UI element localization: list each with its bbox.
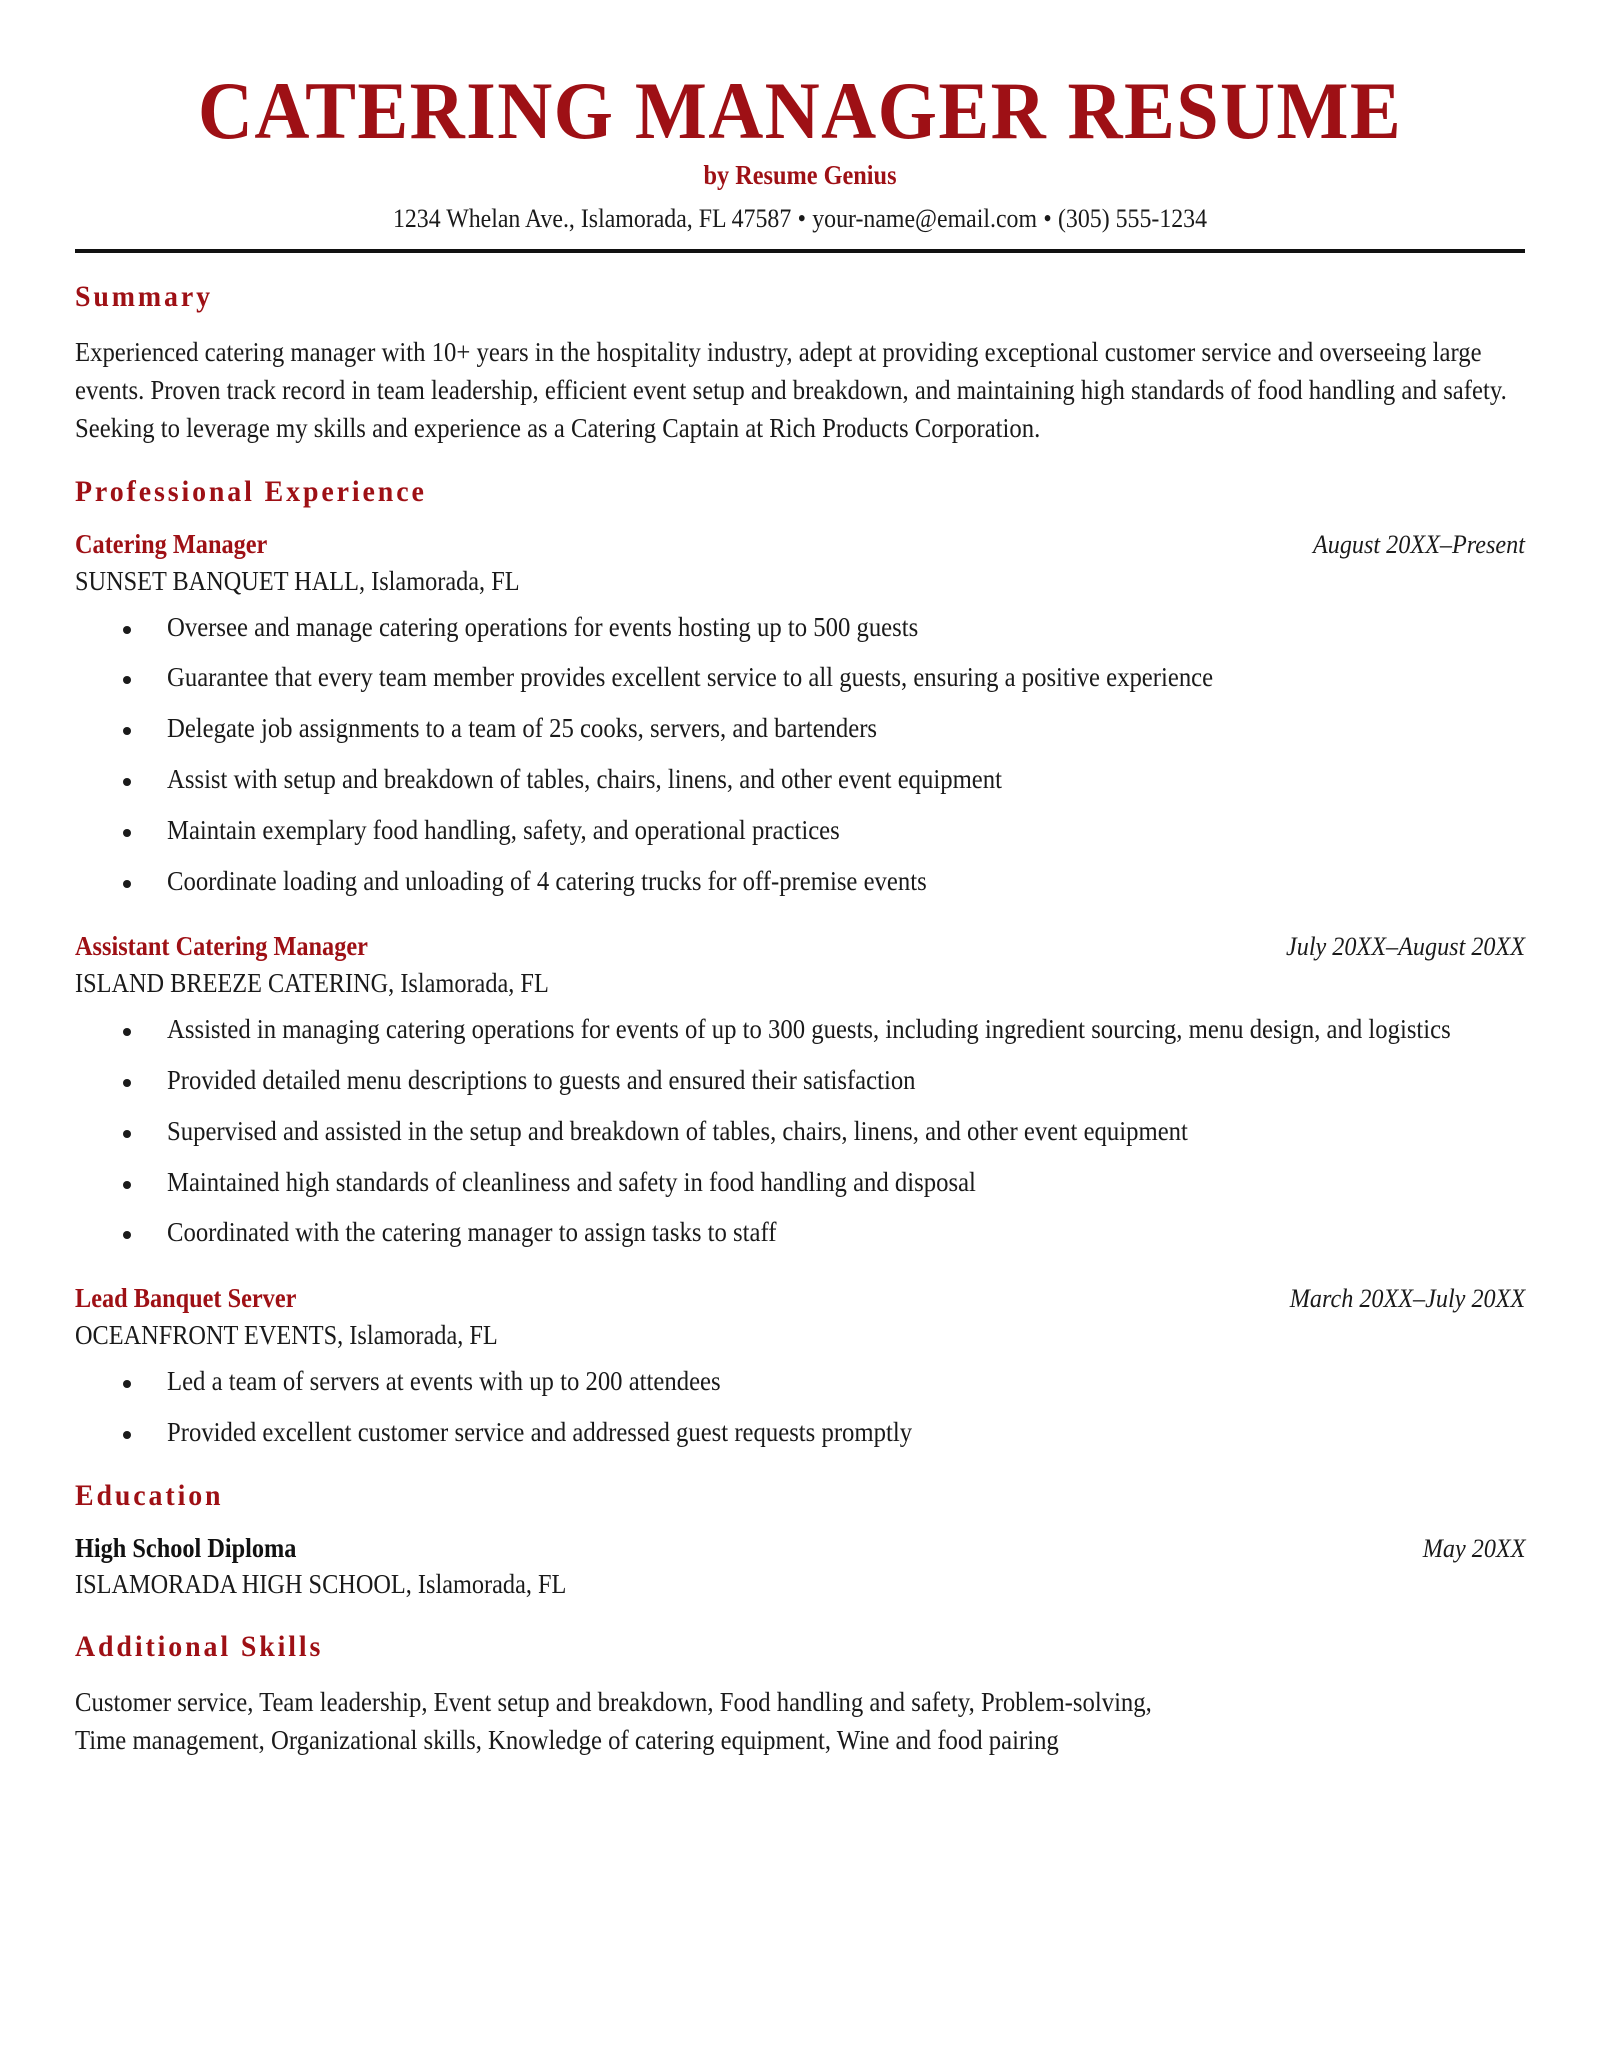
byline: by Resume Genius <box>703 160 897 191</box>
bullet-text: Maintain exemplary food handling, safety, and operational practices <box>167 814 840 845</box>
bullet-text: Coordinated with the catering manager to assign tasks to staff <box>167 1217 777 1248</box>
bullet-text: Assist with setup and breakdown of tables, chairs, linens, and other event equipment <box>167 764 1002 794</box>
bullet-text: Provided excellent customer service and addressed guest requests promptly <box>167 1416 913 1447</box>
job-bullet-list <box>75 1011 1525 1252</box>
skills-line-1: Customer service, Team leadership, Event setup and breakdown, Food handling and safety, Problem-solving, <box>75 1686 1152 1717</box>
summary-body: Experienced catering manager with 10+ years in the hospitality industry, adept at providing exceptional customer service and overseeing large events. Proven track record in team leadership, efficient event setup and breakdown, and maintaining high standards of food handling and safety. Seeking to leverage my skills and experience as a Catering Captain at Rich Products Corporation. <box>75 336 1507 444</box>
job-title: Lead Banquet Server <box>75 1283 297 1314</box>
education-entry <box>75 1532 1525 1603</box>
header-divider <box>75 249 1525 253</box>
job-company: OCEANFRONT EVENTS, Islamorada, FL <box>75 1319 498 1350</box>
degree-date: May 20XX <box>1422 1533 1525 1563</box>
list-item <box>75 1164 1525 1202</box>
list-item <box>75 710 1525 748</box>
job-bullet-list <box>75 1363 1525 1452</box>
job-date: March 20XX–July 20XX <box>1289 1284 1525 1314</box>
list-item <box>75 1062 1525 1100</box>
contact-email[interactable]: your-name@email.com <box>812 202 1038 233</box>
section-heading-experience: Professional Experience <box>75 474 427 508</box>
bullet-text: Assisted in managing catering operations for events of up to 300 guests, including ingredient sourcing, menu design, and logistics <box>167 1014 1451 1045</box>
list-item <box>75 1363 1525 1401</box>
section-summary <box>75 279 1525 448</box>
job-title: Catering Manager <box>75 528 268 559</box>
resume-header <box>75 60 1525 235</box>
section-heading-summary: Summary <box>75 279 213 313</box>
school-name: ISLAMORADA HIGH SCHOOL, Islamorada, FL <box>75 1569 567 1600</box>
experience-entry <box>75 528 1525 901</box>
experience-entry-header <box>75 1282 1525 1316</box>
list-item <box>75 1414 1525 1452</box>
list-item <box>75 863 1525 901</box>
job-title: Assistant Catering Manager <box>75 931 368 962</box>
skills-line-2: Time management, Organizational skills, Knowledge of catering equipment, Wine and food pairing <box>75 1724 1059 1755</box>
job-date: August 20XX–Present <box>1313 529 1525 559</box>
list-item <box>75 761 1525 799</box>
bullet-text: Supervised and assisted in the setup and breakdown of tables, chairs, linens, and other event equipment <box>167 1115 1188 1146</box>
experience-entry-header <box>75 528 1525 562</box>
section-skills <box>75 1629 1525 1760</box>
bullet-text: Maintained high standards of cleanliness and safety in food handling and disposal <box>167 1166 976 1197</box>
skills-body <box>75 1683 1521 1760</box>
list-item <box>75 659 1525 697</box>
bullet-text: Oversee and manage catering operations for events hosting up to 500 guests <box>167 611 919 642</box>
degree-title: High School Diploma <box>75 1532 297 1563</box>
education-entry-header <box>75 1532 1525 1566</box>
bullet-text: Guarantee that every team member provides excellent service to all guests, ensuring a positive experience <box>167 662 1214 693</box>
section-heading-skills: Additional Skills <box>75 1629 324 1663</box>
contact-phone: (305) 555-1234 <box>1057 202 1208 233</box>
list-item <box>75 1011 1525 1049</box>
job-bullet-list <box>75 609 1525 901</box>
section-experience <box>75 474 1525 1452</box>
experience-entry <box>75 1282 1525 1451</box>
contact-line <box>148 202 1453 235</box>
list-item <box>75 1113 1525 1151</box>
job-date: July 20XX–August 20XX <box>1285 932 1525 962</box>
contact-separator-2: • <box>1043 202 1052 233</box>
contact-address: 1234 Whelan Ave., Islamorada, FL 47587 <box>392 202 792 233</box>
bullet-text: Led a team of servers at events with up to 200 attendees <box>167 1366 721 1397</box>
job-company: SUNSET BANQUET HALL, Islamorada, FL <box>75 565 520 596</box>
page-title: CATERING MANAGER RESUME <box>197 65 1403 156</box>
contact-separator-1: • <box>797 202 806 233</box>
list-item <box>75 609 1525 647</box>
list-item <box>75 1214 1525 1252</box>
experience-entry <box>75 930 1525 1252</box>
section-education <box>75 1478 1525 1603</box>
bullet-text: Delegate job assignments to a team of 25 cooks, servers, and bartenders <box>167 713 878 744</box>
section-heading-education: Education <box>75 1478 224 1512</box>
job-company: ISLAND BREEZE CATERING, Islamorada, FL <box>75 968 549 999</box>
bullet-text: Provided detailed menu descriptions to guests and ensured their satisfaction <box>167 1065 916 1096</box>
list-item <box>75 812 1525 850</box>
bullet-text: Coordinate loading and unloading of 4 catering trucks for off-premise events <box>167 865 927 896</box>
experience-entry-header <box>75 930 1525 964</box>
